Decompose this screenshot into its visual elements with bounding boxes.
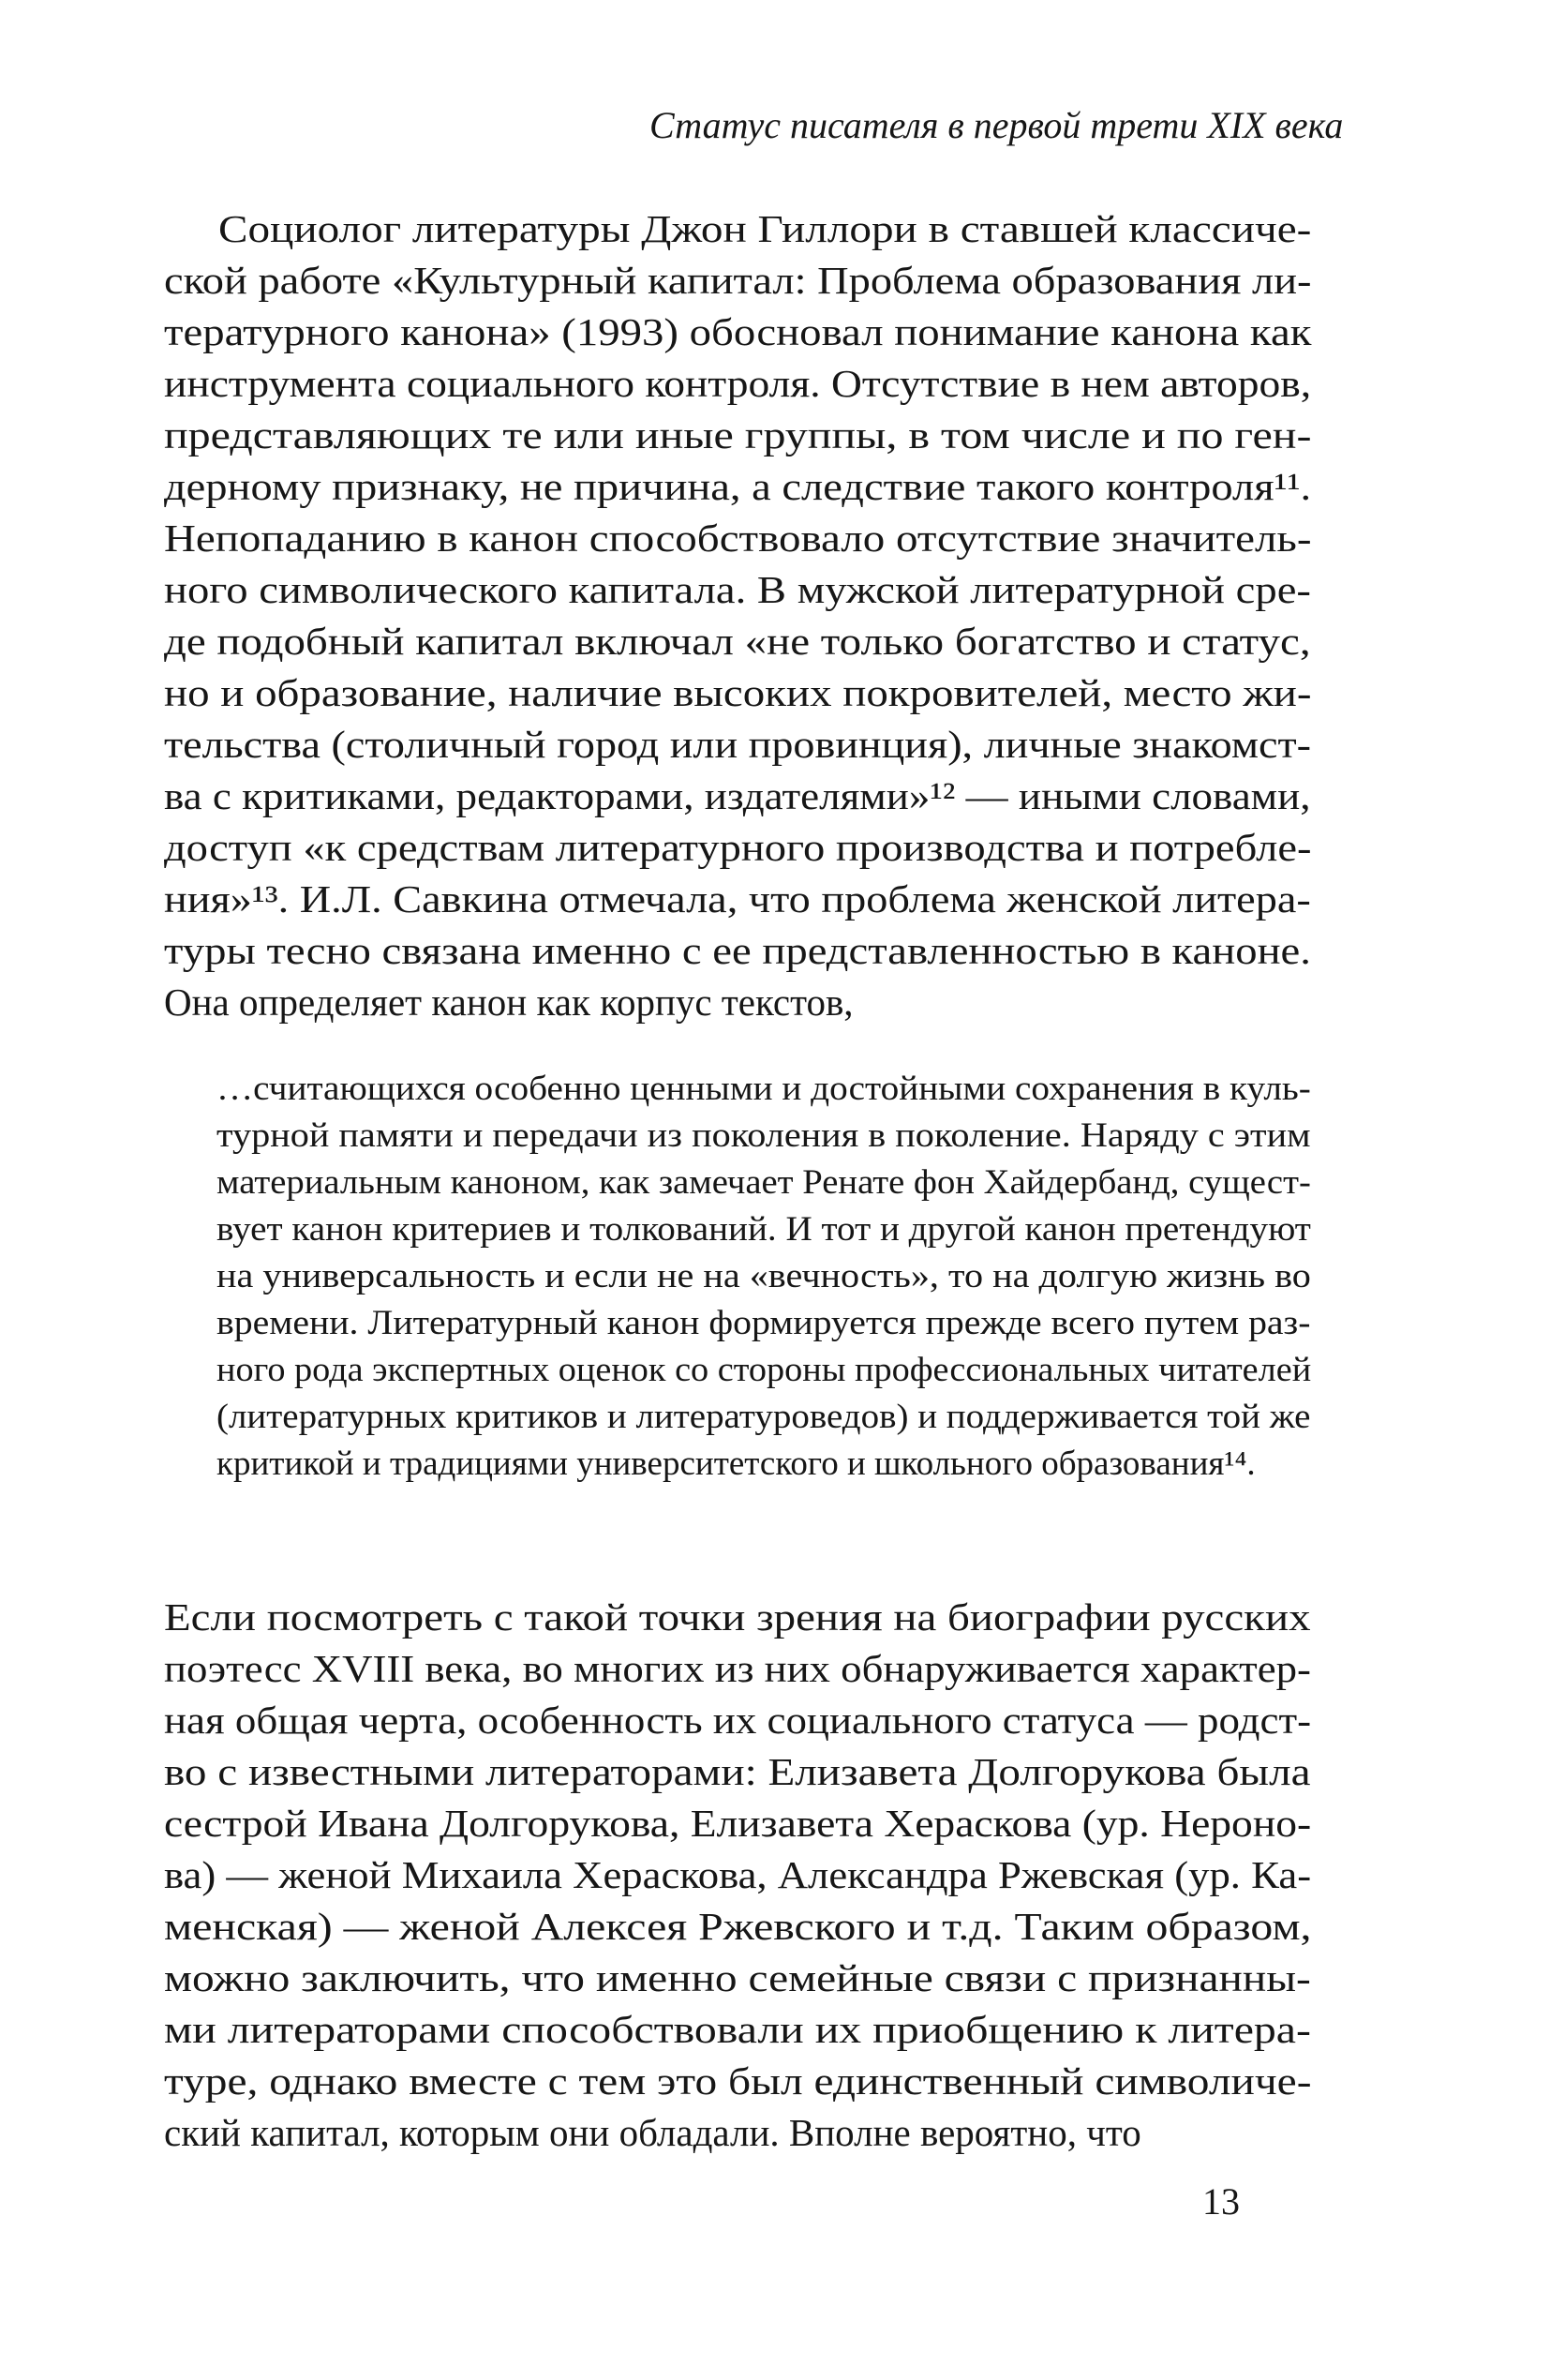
text-line: тературного канона» (1993) обосновал понимание канона как: [164, 310, 1312, 353]
text-line: ва) — женой Михаила Хераскова, Александра Ржевская (ур. Ка-: [164, 1853, 1312, 1896]
page-number-text: 13: [1202, 2180, 1240, 2223]
text-line: но и образование, наличие высоких покровителей, место жи-: [164, 671, 1312, 714]
quote-line: ного рода экспертных оценок со стороны профессиональных читателей: [216, 1351, 1312, 1389]
text-line: Социолог литературы Джон Гиллори в ставшей классиче-: [218, 207, 1312, 250]
paragraph-1: [164, 203, 1311, 1028]
quote-line: (литературных критиков и литературоведов) и поддерживается той же: [216, 1398, 1311, 1436]
quote-line: на универсальность и если не на «вечность», то на долгую жизнь во: [216, 1257, 1311, 1295]
quote-line: турной памяти и передачи из поколения в поколение. Наряду с этим: [216, 1116, 1311, 1155]
text-line: Она определяет канон как корпус текстов,: [164, 980, 854, 1024]
page-number: [1202, 2180, 1240, 2223]
quote-line: вует канон критериев и толкований. И тот и другой канон претендуют: [216, 1210, 1311, 1249]
text-line: де подобный капитал включал «не только богатство и статус,: [164, 620, 1311, 663]
text-line: во с известными литераторами: Елизавета Долгорукова была: [164, 1750, 1311, 1793]
text-line: ная общая черта, особенность их социального статуса — родст-: [164, 1699, 1312, 1742]
text-line: ния»¹³. И.Л. Савкина отмечала, что проблема женской литера-: [164, 877, 1311, 921]
text-line: Непопаданию в канон способствовало отсутствие значитель-: [164, 516, 1312, 560]
text-line: ский капитал, которым они обладали. Вполне вероятно, что: [164, 2111, 1141, 2154]
running-header-text: Статус писателя в первой трети XIX века: [649, 104, 1344, 146]
text-line: дерному признаку, не причина, а следствие такого контроля¹¹.: [164, 465, 1312, 508]
text-line: представляющих те или иные группы, в том числе и по ген-: [164, 413, 1312, 457]
text-line: туре, однако вместе с тем это был единственный символиче-: [164, 2059, 1312, 2103]
text-line: менская) — женой Алексея Ржевского и т.д. Таким образом,: [164, 1905, 1312, 1948]
text-line: доступ «к средствам литературного производства и потребле-: [164, 826, 1312, 869]
text-line: инструмента социального контроля. Отсутствие в нем авторов,: [164, 362, 1312, 405]
text-line: сестрой Ивана Долгорукова, Елизавета Хераскова (ур. Нероно-: [164, 1802, 1312, 1845]
text-line: можно заключить, что именно семейные связи с признанны-: [164, 1956, 1311, 1999]
text-line: туры тесно связана именно с ее представленностью в каноне.: [164, 929, 1311, 972]
block-quote: [216, 1066, 1311, 1488]
paragraph-2: [164, 1592, 1311, 2159]
text-line: ской работе «Культурный капитал: Проблема образования ли-: [164, 259, 1312, 302]
quote-line: материальным каноном, как замечает Ренате фон Хайдербанд, сущест-: [216, 1163, 1311, 1202]
text-line: ного символического капитала. В мужской литературной сре-: [164, 568, 1311, 611]
text-line: ми литераторами способствовали их приобщению к литера-: [164, 2008, 1311, 2051]
text-line: ва с критиками, редакторами, издателями»¹² — иными словами,: [164, 774, 1311, 817]
running-header: [649, 104, 1343, 147]
text-line: тельства (столичный город или провинция), личные знакомст-: [164, 723, 1312, 766]
quote-line: …считающихся особенно ценными и достойными сохранения в куль-: [216, 1070, 1311, 1108]
text-line: Если посмотреть с такой точки зрения на биографии русских: [164, 1595, 1311, 1639]
quote-line: критикой и традициями университетского и школьного образования¹⁴.: [216, 1444, 1256, 1483]
text-line: поэтесс XVIII века, во многих из них обнаруживается характер-: [164, 1647, 1311, 1690]
quote-line: времени. Литературный канон формируется прежде всего путем раз-: [216, 1304, 1311, 1342]
